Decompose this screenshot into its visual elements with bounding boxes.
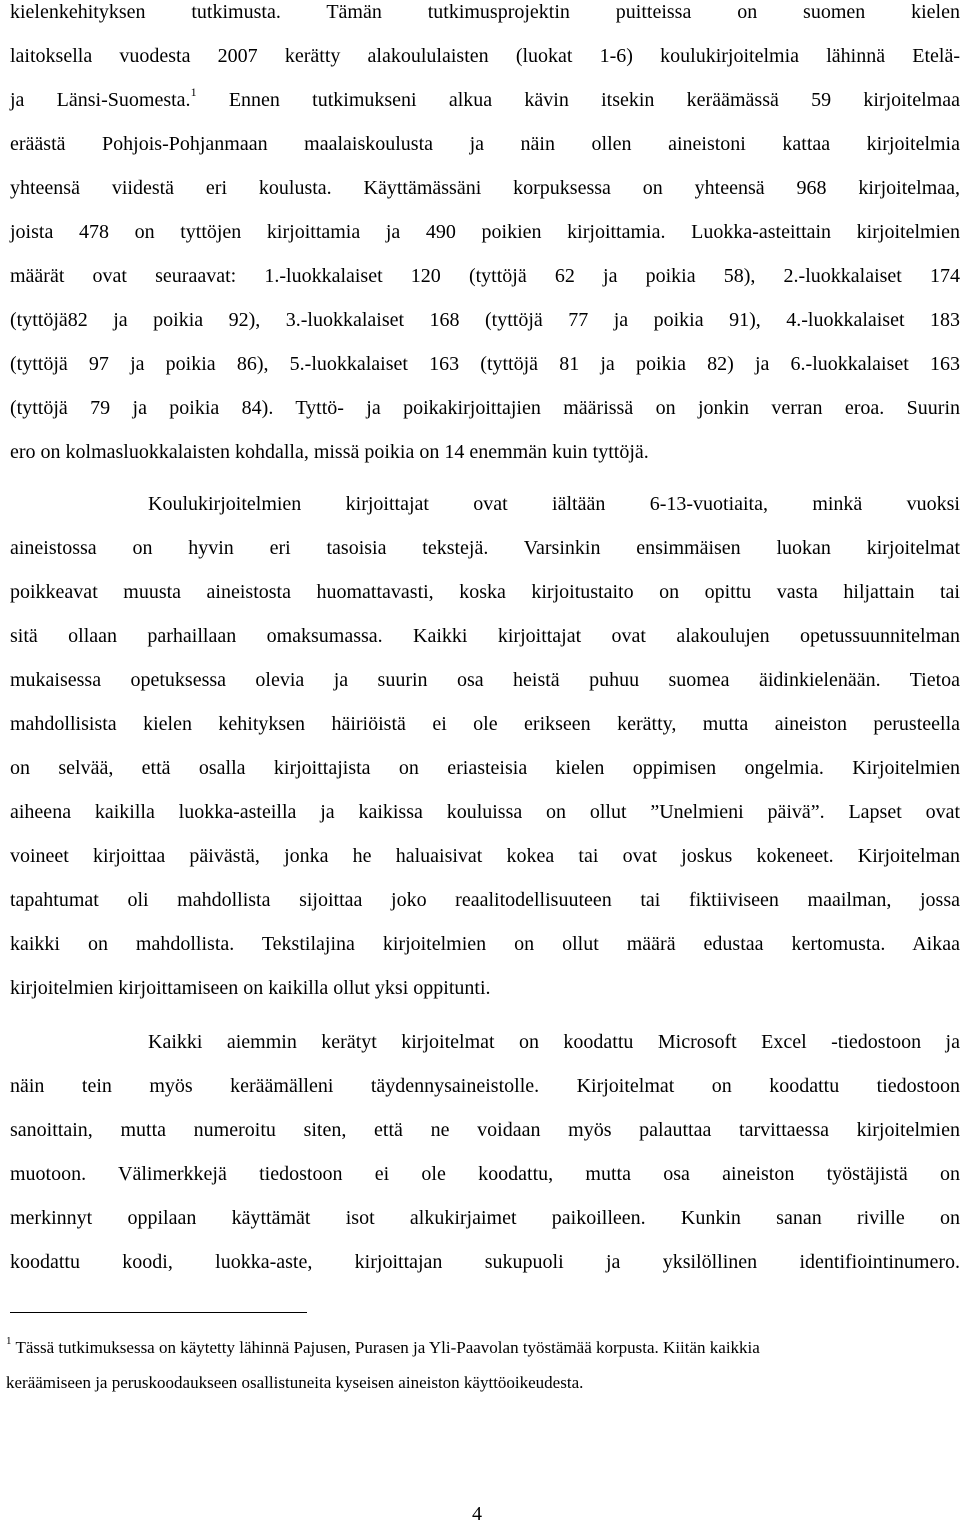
- text-line: (tyttöjä 97 ja poikia 86), 5.-luokkalaiset 163 (tyttöjä 81 ja poikia 82) ja 6.-luokkalaiset 163: [10, 353, 960, 375]
- text-line: (tyttöjä 79 ja poikia 84). Tyttö- ja poikakirjoittajien määrissä on jonkin verran eroa. Suurin: [10, 397, 960, 419]
- text-line: kielenkehityksen tutkimusta. Tämän tutkimusprojektin puitteissa on suomen kielen: [10, 1, 960, 23]
- text-line: joista 478 on tyttöjen kirjoittamia ja 490 poikien kirjoittamia. Luokka-asteittain kirjoitelmien: [10, 221, 960, 243]
- footnote-line: [6, 1330, 960, 1365]
- footnote-reference: 1: [190, 85, 197, 99]
- text-line: mahdollisista kielen kehityksen häiriöistä ei ole erikseen kerätty, mutta aineiston perusteella: [10, 713, 960, 735]
- footnote-line: keräämiseen ja peruskoodaukseen osallistuneita kyseisen aineiston käyttöoikeudesta.: [6, 1373, 584, 1392]
- paragraph-corpus-description: [10, 0, 960, 474]
- footnote-separator: [10, 1312, 307, 1313]
- paragraph-writers: [10, 482, 960, 1010]
- text-line: ero on kolmasluokkalaisten kohdalla, missä poikia on 14 enemmän kuin tyttöjä.: [10, 441, 649, 463]
- text-line: laitoksella vuodesta 2007 kerätty alakoululaisten (luokat 1-6) koulukirjoitelmia lähinnä Etelä-: [10, 45, 960, 67]
- footnote-text: Tässä tutkimuksessa on käytetty lähinnä Pajusen, Purasen ja Yli-Paavolan työstämää korpusta. Kiitän kaikkia: [11, 1338, 760, 1357]
- text-line: poikkeavat muusta aineistosta huomattavasti, koska kirjoitustaito on opittu vasta hiljattain tai: [10, 581, 960, 603]
- text-line: sanoittain, mutta numeroitu siten, että ne voidaan myös palauttaa tarvittaessa kirjoitelmien: [10, 1119, 960, 1141]
- text-line: tapahtumat oli mahdollista sijoittaa joko reaalitodellisuuteen tai fiktiiviseen maailman, jossa: [10, 889, 960, 911]
- text-line: (tyttöjä82 ja poikia 92), 3.-luokkalaiset 168 (tyttöjä 77 ja poikia 91), 4.-luokkalaiset 183: [10, 309, 960, 331]
- text-line: määrät ovat seuraavat: 1.-luokkalaiset 120 (tyttöjä 62 ja poikia 58), 2.-luokkalaiset 174: [10, 265, 960, 287]
- text-line: on selvää, että osalla kirjoittajista on eriasteisia kielen oppimisen ongelmia. Kirjoitelmien: [10, 757, 960, 779]
- text-line: merkinnyt oppilaan käyttämät isot alkukirjaimet paikoilleen. Kunkin sanan riville on: [10, 1207, 960, 1229]
- text-line: koodattu koodi, luokka-aste, kirjoittajan sukupuoli ja yksilöllinen identifiointinumero.: [10, 1251, 960, 1273]
- text-line: Kaikki aiemmin kerätyt kirjoitelmat on koodattu Microsoft Excel -tiedostoon ja: [148, 1031, 960, 1053]
- text-line: aiheena kaikilla luokka-asteilla ja kaikissa kouluissa on ollut ”Unelmieni päivä”. Lapset ovat: [10, 801, 960, 823]
- text-line: näin tein myös keräämälleni täydennysaineistolle. Kirjoitelmat on koodattu tiedostoon: [10, 1075, 960, 1097]
- text-line: kirjoitelmien kirjoittamiseen on kaikilla ollut yksi oppitunti.: [10, 977, 491, 999]
- text-line: Koulukirjoitelmien kirjoittajat ovat iältään 6-13-vuotiaita, minkä vuoksi: [148, 493, 960, 515]
- text-line: muotoon. Välimerkkejä tiedostoon ei ole koodattu, mutta osa aineiston työstäjistä on: [10, 1163, 960, 1185]
- text-line: [10, 78, 960, 122]
- paragraph-coding: [10, 1020, 960, 1284]
- page-number: 4: [472, 1503, 482, 1525]
- text-segment: ja Länsi-Suomesta.: [10, 89, 191, 111]
- text-line: sitä ollaan parhaillaan omaksumassa. Kaikki kirjoittajat ovat alakoulujen opetussuunnitelman: [10, 625, 960, 647]
- text-line: mukaisessa opetuksessa olevia ja suurin osa heistä puhuu suomea äidinkielenään. Tietoa: [10, 669, 960, 691]
- footnote-marker: 1: [6, 1335, 12, 1347]
- text-line: aineistossa on hyvin eri tasoisia tekstejä. Varsinkin ensimmäisen luokan kirjoitelmat: [10, 537, 960, 559]
- text-segment: Ennen tutkimukseni alkua kävin itsekin keräämässä 59 kirjoitelmaa: [196, 89, 960, 111]
- text-line: kaikki on mahdollista. Tekstilajina kirjoitelmien on ollut määrä edustaa kertomusta. Aikaa: [10, 933, 960, 955]
- text-line: voineet kirjoittaa päivästä, jonka he haluaisivat kokea tai ovat joskus kokeneet. Kirjoitelman: [10, 845, 960, 867]
- text-line: eräästä Pohjois-Pohjanmaan maalaiskoulusta ja näin ollen aineistoni kattaa kirjoitelmia: [10, 133, 960, 155]
- footnote: [6, 1330, 960, 1400]
- text-line: yhteensä viidestä eri koulusta. Käyttämässäni korpuksessa on yhteensä 968 kirjoitelmaa,: [10, 177, 960, 199]
